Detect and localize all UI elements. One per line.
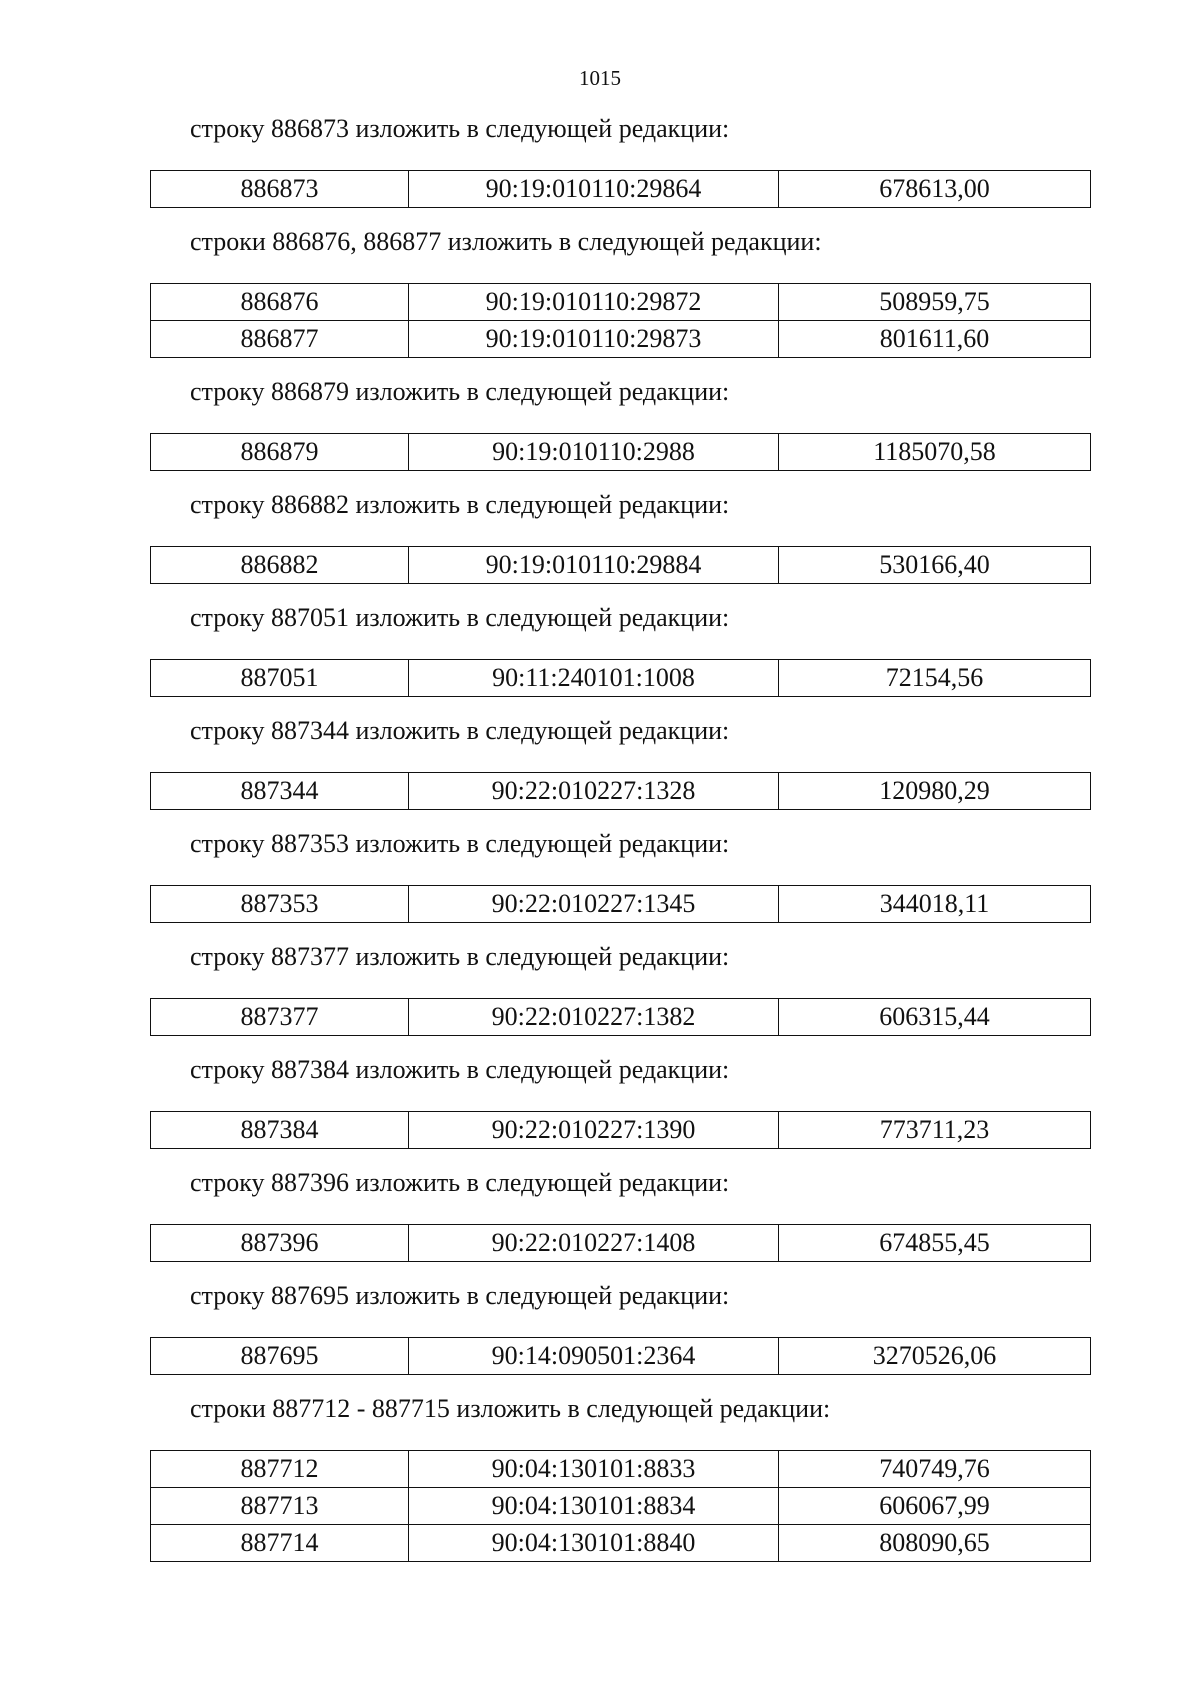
amendment-table (150, 1111, 1091, 1149)
cadastral-number-cell: 90:22:010227:1328 (409, 773, 779, 810)
amendment-instruction: строку 886882 изложить в следующей редакции: (190, 490, 730, 519)
row-number-cell: 886879 (151, 434, 409, 471)
value-cell: 1185070,58 (779, 434, 1091, 471)
value-cell: 508959,75 (779, 284, 1091, 321)
table-row (151, 1451, 1091, 1488)
amendment-instruction: строку 887377 изложить в следующей редакции: (190, 942, 730, 971)
cadastral-number-cell: 90:22:010227:1345 (409, 886, 779, 923)
table-row (151, 1338, 1091, 1375)
amendment-table (150, 546, 1091, 584)
cadastral-number-cell: 90:22:010227:1390 (409, 1112, 779, 1149)
table-row (151, 1525, 1091, 1562)
amendment-instruction: строку 887384 изложить в следующей редакции: (190, 1055, 730, 1084)
table-row (151, 321, 1091, 358)
row-number-cell: 886877 (151, 321, 409, 358)
row-number-cell: 886876 (151, 284, 409, 321)
table-row (151, 171, 1091, 208)
amendment-section (150, 714, 1090, 810)
row-number-cell: 887377 (151, 999, 409, 1036)
amendment-table (150, 283, 1091, 358)
row-number-cell: 886882 (151, 547, 409, 584)
table-row (151, 284, 1091, 321)
cadastral-number-cell: 90:04:130101:8834 (409, 1488, 779, 1525)
amendment-section (150, 488, 1090, 584)
value-cell: 606067,99 (779, 1488, 1091, 1525)
amendment-table (150, 433, 1091, 471)
row-number-cell: 887712 (151, 1451, 409, 1488)
value-cell: 678613,00 (779, 171, 1091, 208)
table-row (151, 547, 1091, 584)
amendment-table (150, 170, 1091, 208)
amendment-table (150, 1224, 1091, 1262)
value-cell: 740749,76 (779, 1451, 1091, 1488)
row-number-cell: 887051 (151, 660, 409, 697)
amendment-section (150, 1392, 1090, 1562)
cadastral-number-cell: 90:14:090501:2364 (409, 1338, 779, 1375)
amendment-section (150, 1053, 1090, 1149)
amendment-table (150, 998, 1091, 1036)
amendment-section (150, 601, 1090, 697)
cadastral-number-cell: 90:22:010227:1408 (409, 1225, 779, 1262)
row-number-cell: 887695 (151, 1338, 409, 1375)
document-body (150, 112, 1090, 1579)
cadastral-number-cell: 90:11:240101:1008 (409, 660, 779, 697)
table-row (151, 1112, 1091, 1149)
value-cell: 530166,40 (779, 547, 1091, 584)
amendment-instruction: строку 887695 изложить в следующей редакции: (190, 1281, 730, 1310)
amendment-instruction: строку 886879 изложить в следующей редакции: (190, 377, 730, 406)
row-number-cell: 887353 (151, 886, 409, 923)
amendment-section (150, 375, 1090, 471)
table-row (151, 886, 1091, 923)
cadastral-number-cell: 90:22:010227:1382 (409, 999, 779, 1036)
row-number-cell: 887396 (151, 1225, 409, 1262)
amendment-table (150, 1450, 1091, 1562)
amendment-instruction: строки 886876, 886877 изложить в следующей редакции: (190, 227, 822, 256)
cadastral-number-cell: 90:19:010110:29872 (409, 284, 779, 321)
cadastral-number-cell: 90:19:010110:29873 (409, 321, 779, 358)
table-row (151, 1225, 1091, 1262)
amendment-section (150, 827, 1090, 923)
cadastral-number-cell: 90:04:130101:8833 (409, 1451, 779, 1488)
value-cell: 3270526,06 (779, 1338, 1091, 1375)
value-cell: 120980,29 (779, 773, 1091, 810)
cadastral-number-cell: 90:04:130101:8840 (409, 1525, 779, 1562)
amendment-table (150, 659, 1091, 697)
amendment-table (150, 772, 1091, 810)
row-number-cell: 887713 (151, 1488, 409, 1525)
amendment-instruction: строку 886873 изложить в следующей редакции: (190, 114, 730, 143)
value-cell: 801611,60 (779, 321, 1091, 358)
amendment-table (150, 885, 1091, 923)
value-cell: 808090,65 (779, 1525, 1091, 1562)
amendment-section (150, 940, 1090, 1036)
row-number-cell: 886873 (151, 171, 409, 208)
amendment-section (150, 225, 1090, 358)
table-row (151, 773, 1091, 810)
row-number-cell: 887384 (151, 1112, 409, 1149)
value-cell: 773711,23 (779, 1112, 1091, 1149)
amendment-table (150, 1337, 1091, 1375)
cadastral-number-cell: 90:19:010110:29884 (409, 547, 779, 584)
table-row (151, 999, 1091, 1036)
amendment-instruction: строку 887353 изложить в следующей редакции: (190, 829, 730, 858)
value-cell: 674855,45 (779, 1225, 1091, 1262)
table-row (151, 660, 1091, 697)
value-cell: 606315,44 (779, 999, 1091, 1036)
amendment-section (150, 112, 1090, 208)
amendment-instruction: строку 887396 изложить в следующей редакции: (190, 1168, 730, 1197)
amendment-section (150, 1166, 1090, 1262)
cadastral-number-cell: 90:19:010110:2988 (409, 434, 779, 471)
amendment-section (150, 1279, 1090, 1375)
value-cell: 344018,11 (779, 886, 1091, 923)
row-number-cell: 887714 (151, 1525, 409, 1562)
row-number-cell: 887344 (151, 773, 409, 810)
amendment-instruction: строки 887712 - 887715 изложить в следующей редакции: (190, 1394, 831, 1423)
table-row (151, 434, 1091, 471)
value-cell: 72154,56 (779, 660, 1091, 697)
table-row (151, 1488, 1091, 1525)
page-number: 1015 (579, 66, 621, 90)
amendment-instruction: строку 887051 изложить в следующей редакции: (190, 603, 730, 632)
cadastral-number-cell: 90:19:010110:29864 (409, 171, 779, 208)
amendment-instruction: строку 887344 изложить в следующей редакции: (190, 716, 730, 745)
